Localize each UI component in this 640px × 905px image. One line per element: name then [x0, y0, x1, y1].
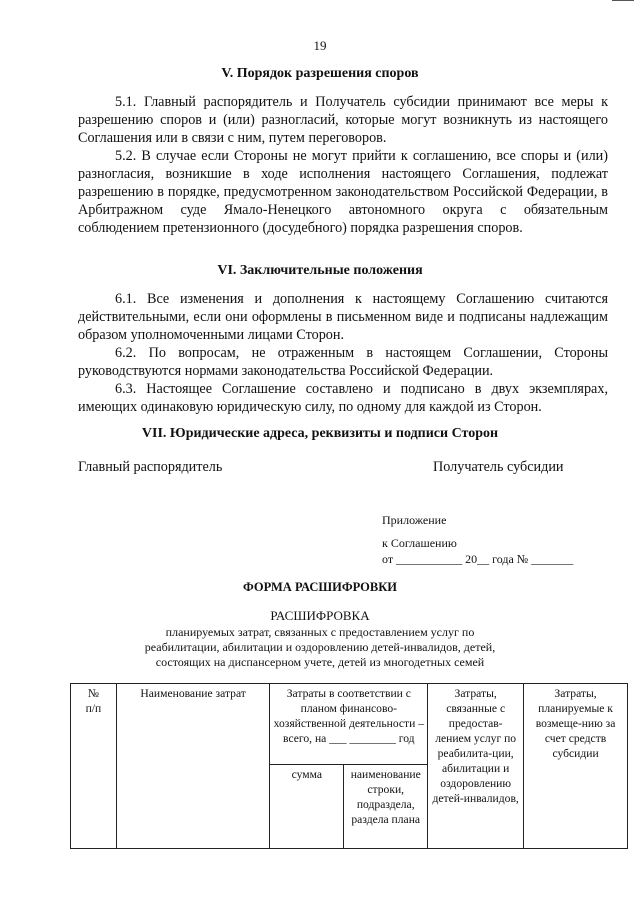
header-cost-name: Наименование затрат [116, 684, 270, 849]
form-description-3: состоящих на диспансерном учете, детей из многодетных семей [155, 655, 485, 669]
section-5-title: V. Порядок разрешения споров [221, 66, 419, 81]
header-plan-line: наименование строки, подраздела, раздела плана [344, 765, 428, 849]
form-subtitle: РАСШИФРОВКА [270, 608, 370, 623]
paragraph-5-2: 5.2. В случае если Стороны не могут прийти к соглашению, все споры и (или) разногласия, возникшие в ходе исполнения настоящего Соглашения, подлежат разрешению в порядке, предусмотренном законодательством Российской Федерации, в Арбитражном суде Ямало-Ненецкого автономного округа с обязательным соблюдением претензионного (досудебного) порядка разрешения споров. [78, 148, 608, 236]
form-description-1: планируемых затрат, связанных с предоставлением услуг по [165, 625, 475, 639]
appendix-line-3: от ___________ 20__ года № _______ [382, 552, 574, 566]
header-plan-costs: Затраты в соответствии с планом финансово-хозяйственной деятельности – всего, на ___ ________ год [270, 684, 428, 765]
paragraph-6-2: 6.2. По вопросам, не отраженным в настоящем Соглашении, Стороны руководствуются нормами законодательства Российской Федерации. [78, 345, 608, 379]
costs-table [70, 683, 628, 849]
appendix-line-1: Приложение [382, 513, 447, 527]
section-6-title: VI. Заключительные положения [217, 263, 423, 278]
corner-mark [612, 0, 634, 1]
header-rehab-costs: Затраты, связанные с предостав-лением услуг по реабилита-ции, абилитации и оздоровлению детей-инвалидов, [428, 684, 524, 849]
header-sum: сумма [270, 765, 344, 849]
paragraph-6-3: 6.3. Настоящее Соглашение составлено и подписано в двух экземплярах, имеющих одинаковую юридическую силу, по одному для каждой из Сторон. [78, 381, 608, 415]
section-7-title: VII. Юридические адреса, реквизиты и подписи Сторон [141, 426, 499, 441]
paragraph-5-1: 5.1. Главный распорядитель и Получатель субсидии принимают все меры к разрешению споров и (или) разногласий, которые могут возникнуть из настоящего Соглашения или в связи с ним, путем переговоров. [78, 94, 608, 146]
right-party-label: Получатель субсидии [433, 459, 564, 475]
header-number: № п/п [71, 684, 117, 849]
header-planned-compensation: Затраты, планируемые к возмеще-нию за счет средств субсидии [524, 684, 628, 849]
appendix-line-2: к Соглашению [382, 536, 457, 550]
page-number: 19 [313, 38, 327, 53]
form-title: ФОРМА РАСШИФРОВКИ [242, 580, 398, 594]
paragraph-6-1: 6.1. Все изменения и дополнения к настоящему Соглашению считаются действительными, если они оформлены в письменном виде и подписаны надлежащим образом уполномоченными лицами Сторон. [78, 291, 608, 343]
form-description-2: реабилитации, абилитации и оздоровлению детей-инвалидов, детей, [144, 640, 496, 654]
left-party-label: Главный распорядитель [78, 459, 223, 475]
